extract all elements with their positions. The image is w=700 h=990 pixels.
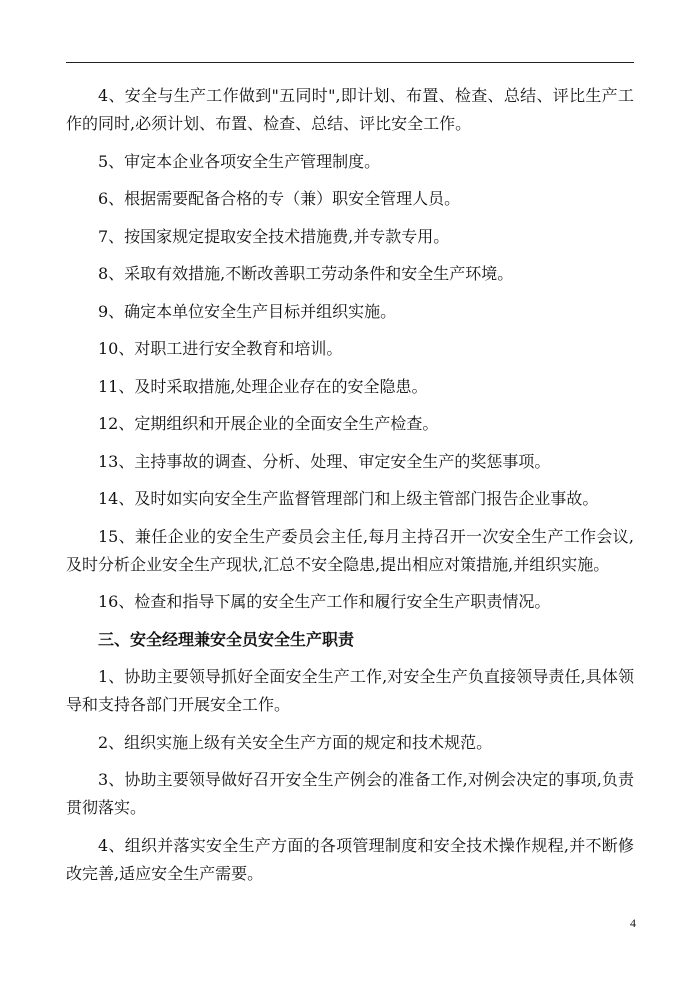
paragraph: 1、协助主要领导抓好全面安全生产工作,对安全生产负直接领导责任,具体领导和支持各部门开展安全工作。 bbox=[66, 667, 634, 714]
paragraph: 10、对职工进行安全教育和培训。 bbox=[98, 339, 343, 358]
section-heading: 三、安全经理兼安全员安全生产职责 bbox=[98, 629, 355, 649]
page-number: 4 bbox=[630, 916, 636, 930]
paragraph: 2、组织实施上级有关安全生产方面的规定和技术规范。 bbox=[98, 732, 493, 752]
paragraph: 8、采取有效措施,不断改善职工劳动条件和安全生产环境。 bbox=[98, 264, 514, 283]
paragraph: 5、审定本企业各项安全生产管理制度。 bbox=[98, 151, 381, 171]
paragraph: 4、安全与生产工作做到"五同时",即计划、布置、检查、总结、评比生产工作的同时,必须计划、布置、检查、总结、评比安全工作。 bbox=[66, 86, 634, 133]
paragraph: 14、及时如实向安全生产监督管理部门和上级主管部门报告企业事故。 bbox=[98, 489, 599, 508]
paragraph: 6、根据需要配备合格的专（兼）职安全管理人员。 bbox=[98, 189, 461, 208]
paragraph: 9、确定本单位安全生产目标并组织实施。 bbox=[98, 301, 397, 321]
paragraph: 13、主持事故的调查、分析、处理、审定安全生产的奖惩事项。 bbox=[98, 451, 551, 471]
paragraph: 7、按国家规定提取安全技术措施费,并专款专用。 bbox=[98, 226, 450, 246]
document-body bbox=[66, 82, 634, 897]
paragraph: 4、组织并落实安全生产方面的各项管理制度和安全技术操作规程,并不断修改完善,适应安全生产需要。 bbox=[66, 835, 634, 883]
header-rule bbox=[66, 62, 634, 63]
paragraph: 12、定期组织和开展企业的全面安全生产检查。 bbox=[98, 414, 439, 433]
paragraph: 3、协助主要领导做好召开安全生产例会的准备工作,对例会决定的事项,负责贯彻落实。 bbox=[66, 770, 634, 817]
paragraph: 16、检查和指导下属的安全生产工作和履行安全生产职责情况。 bbox=[98, 592, 551, 611]
paragraph: 11、及时采取措施,处理企业存在的安全隐患。 bbox=[98, 376, 428, 396]
paragraph: 15、兼任企业的安全生产委员会主任,每月主持召开一次安全生产工作会议,及时分析企业安全生产现状,汇总不安全隐患,提出相应对策措施,并组织实施。 bbox=[66, 526, 634, 574]
